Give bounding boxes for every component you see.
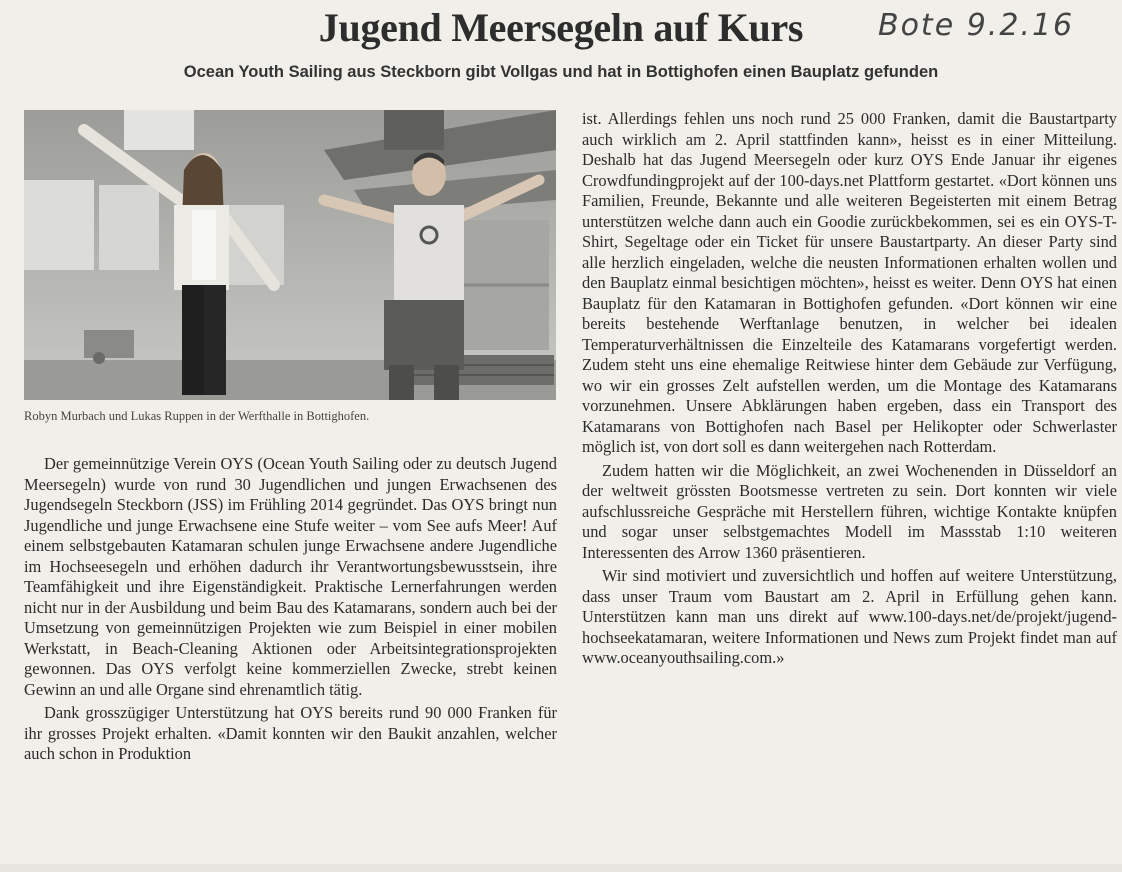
right-paragraph-2: Wir sind motiviert und zuversichtlich und hoffen auf weitere Unterstützung, dass unser Traum vom Baustart am 2. April in Erfüllung gehen kann. Unterstützen kann man uns direkt auf www.100-days.net/de/projekt/jugend-hochseekatamaran, weitere Informationen und News zum Projekt findet man auf www.oceanyouthsailing.com.»	[582, 566, 1117, 667]
handwritten-date-note: Bote 9.2.16	[878, 8, 1075, 43]
article-headline: Jugend Meersegeln auf Kurs	[318, 5, 804, 50]
page-bottom-edge	[0, 864, 1122, 872]
left-paragraph-2: Dank grosszügiger Unterstützung hat OYS bereits rund 90 000 Franken für ihr grosses Projekt erhalten. «Damit konnten wir den Baukit anzahlen, welcher auch schon in Produktion	[24, 703, 557, 763]
workshop-photo-icon	[24, 110, 556, 400]
left-paragraph-1: Der gemeinnützige Verein OYS (Ocean Youth Sailing oder zu deutsch Jugend Meersegeln) wurde von rund 30 Jugendlichen und jungen Erwachsenen des Jugendsegeln Steckborn (JSS) im Frühling 2014 gegründet. Das OYS bringt nun Jugendliche und junge Erwachsene eine Stufe weiter – vom See aufs Meer! Auf einem selbstgebauten Katamaran schulen junge Erwachsene andere Jugendliche im Hochseesegeln und erhöhen dadurch ihr Verantwortungsbewusstsein, ihre Teamfähigkeit und ihre Eigenständigkeit. Praktische Lernerfahrungen werden nicht nur in der Ausbildung und beim Bau des Katamarans, sondern auch bei der Umsetzung von gemeinnützigen Projekten wie zum Beispiel in einer mobilen Werkstatt, in Beach-Cleaning Aktionen oder Arbeitsintegrationsprojekten gewonnen. Das OYS verfolgt keine kommerziellen Zwecke, strebt keinen Gewinn an und alle Organe sind ehrenamtlich tätig.	[24, 454, 557, 699]
article-photo	[24, 110, 556, 400]
right-paragraph-1: Zudem hatten wir die Möglichkeit, an zwei Wochenenden in Düsseldorf an der weltweit grössten Bootsmesse vertreten zu sein. Dort konnten wir viele aufschlussreiche Gespräche mit Herstellern führen, wichtige Kontakte knüpfen und sogar unser selbstgemachtes Modell im Massstab 1:10 weiteren Interessenten des Arrow 1360 präsentieren.	[582, 460, 1117, 562]
right-paragraph-continuation: ist. Allerdings fehlen uns noch rund 25 000 Franken, damit die Baustartparty auch wirklich am 2. April stattfinden kann», heisst es in einer Mitteilung. Deshalb hat das Jugend Meersegeln oder kurz OYS Ende Januar ihr eigenes Crowdfundingprojekt auf der 100-days.net Plattform gestartet. «Dort können uns Familien, Freunde, Bekannte und alle weiteren Begeisterten mit einem Betrag unterstützen welche dann auch ein Goodie zurückbekommen, sei es ein OYS-T-Shirt, Segeltage oder ein Ticket für unsere Baustartparty. An dieser Party sind alle herzlich eingeladen, welche die neusten Informationen erhalten wollen und den Bauplatz einmal besichtigen möchten», heisst es weiter. Denn OYS hat einen Bauplatz für den Katamaran in Bottighofen gefunden. «Dort können wir eine bereits bestehende Werftanlage benutzen, in welcher bei idealen Temperaturverhältnissen die Einzelteile des Katamarans vorgefertigt werden. Zudem steht uns eine ehemalige Reitwiese hinter dem Gebäude zur Verfügung, wo wir ein grosses Zelt aufstellen werden, um die Montage des Katamarans vorzunehmen. Unsere Abklärungen haben ergeben, dass ein Transport des Katamarans von Bottighofen nach Basel per Helikopter oder Schwerlaster möglich ist, von dort soll es dann weitergehen nach Rotterdam.	[582, 109, 1117, 456]
article-right-column	[582, 109, 1117, 669]
article-subheadline: Ocean Youth Sailing aus Steckborn gibt Vollgas und hat in Bottighofen einen Bauplatz gefunden	[183, 63, 939, 81]
article-left-column	[24, 454, 557, 765]
photo-caption: Robyn Murbach und Lukas Ruppen in der Werfthalle in Bottighofen.	[24, 409, 370, 423]
